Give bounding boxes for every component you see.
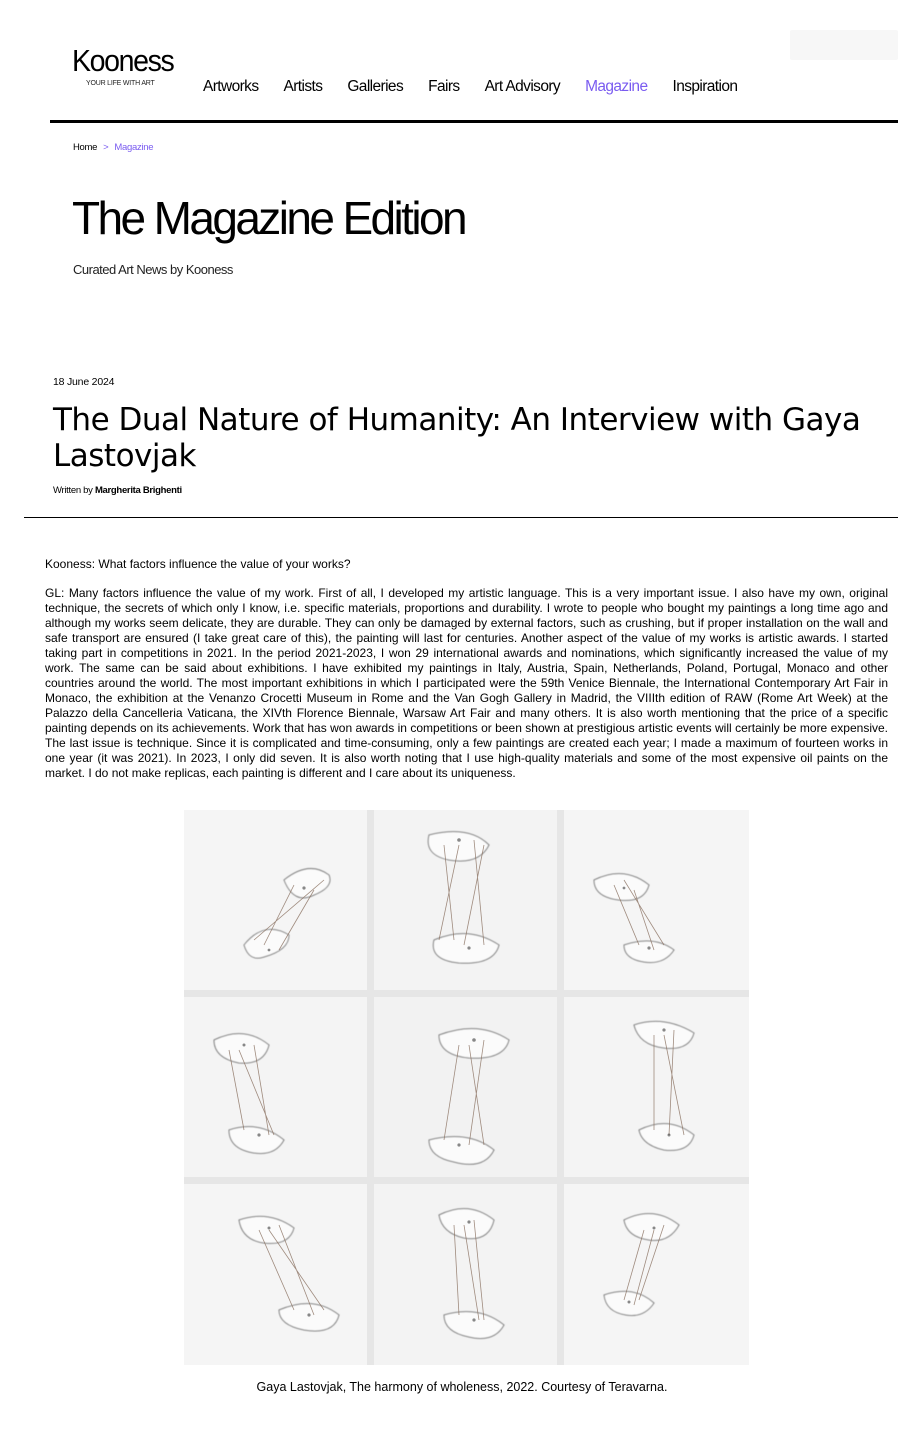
interview-answer: GL: Many factors influence the value of my work. First of all, I developed my artistic language. This is a very important issue. I also have my own, original technique, the secrets of which only I know, i.e. specific materials, proportions and durability. I wrote to people who bought my paintings a long time ago and although my works seem delicate, they are durable. They can only be damaged by external factors, such as crushing, but if proper installation on the wall and safe transport are ensured (I take great care of this), the painting will last for centuries. Another aspect of the value of my works is artistic awards. I started taking part in competitions in 2021. In the period 2021-2023, I won 29 international awards and nominations, which significantly increased the value of my work. The same can be said about exhibitions. I have exhibited my paintings in Italy, Austria, Spain, Netherlands, Poland, Portugal, Monaco and other countries around the world. The most important exhibitions in which I participated were the 59th Venice Biennale, the International Contemporary Art Fair in Monaco, the exhibition at the Venanzo Crocetti Museum in Rome and the Van Gogh Gallery in Madrid, the VIIIth edition of RAW (Rome Art Week) at the Palazzo della Cancelleria Vaticana, the XIVth Florence Biennale, Warsaw Art Fair and many others. It is also worth mentioning that the price of a specific painting depends on its achievements. Work that has won awards in competitions or been shown at prestigious artistic events will certainly be more expensive. The last issue is technique. Since it is complicated and time-consuming, only a few paintings are created each year; I made a maximum of fourteen works in one year (it was 2021). In 2023, I only did seven. It is also worth noting that I use high-quality materials and some of the most expensive oil paints on the market. I do not make replicas, each painting is different and I care about its uniqueness.	[45, 586, 888, 780]
nav-magazine[interactable]: Magazine	[585, 78, 648, 95]
page-subtitle: Curated Art News by Kooness	[73, 262, 233, 277]
breadcrumb-home[interactable]: Home	[73, 142, 98, 153]
nav-inspiration[interactable]: Inspiration	[672, 78, 738, 95]
artwork-image	[184, 810, 749, 1365]
breadcrumb	[73, 142, 153, 153]
image-caption: Gaya Lastovjak, The harmony of wholeness, 2022. Courtesy of Teravarna.	[256, 1380, 668, 1394]
author-link[interactable]: Margherita Brighenti	[94, 485, 182, 496]
article-byline	[53, 485, 182, 496]
nav-fairs[interactable]: Fairs	[428, 78, 460, 95]
article-date: 18 June 2024	[53, 376, 115, 388]
header-divider	[50, 120, 898, 123]
nav-artworks[interactable]: Artworks	[203, 78, 259, 95]
breadcrumb-current[interactable]: Magazine	[114, 142, 154, 153]
page-title: The Magazine Edition	[72, 192, 465, 244]
interview-question: Kooness: What factors influence the value of your works?	[45, 557, 351, 571]
artwork-illustration	[184, 810, 749, 1365]
nav-art-advisory[interactable]: Art Advisory	[484, 78, 561, 95]
byline-prefix: Written by	[53, 485, 93, 496]
article-divider	[24, 517, 898, 518]
logo-tagline: YOUR LIFE WITH ART	[86, 80, 155, 87]
logo-wordmark: Kooness	[72, 43, 174, 78]
main-nav	[203, 78, 762, 98]
header-action-button[interactable]	[790, 30, 898, 60]
nav-galleries[interactable]: Galleries	[347, 78, 404, 95]
kooness-logo[interactable]	[72, 44, 182, 87]
nav-artists[interactable]: Artists	[283, 78, 323, 95]
artwork-panels	[184, 810, 749, 1365]
article-title: The Dual Nature of Humanity: An Interview with Gaya Lastovjak	[53, 402, 861, 474]
breadcrumb-separator: >	[103, 142, 109, 153]
